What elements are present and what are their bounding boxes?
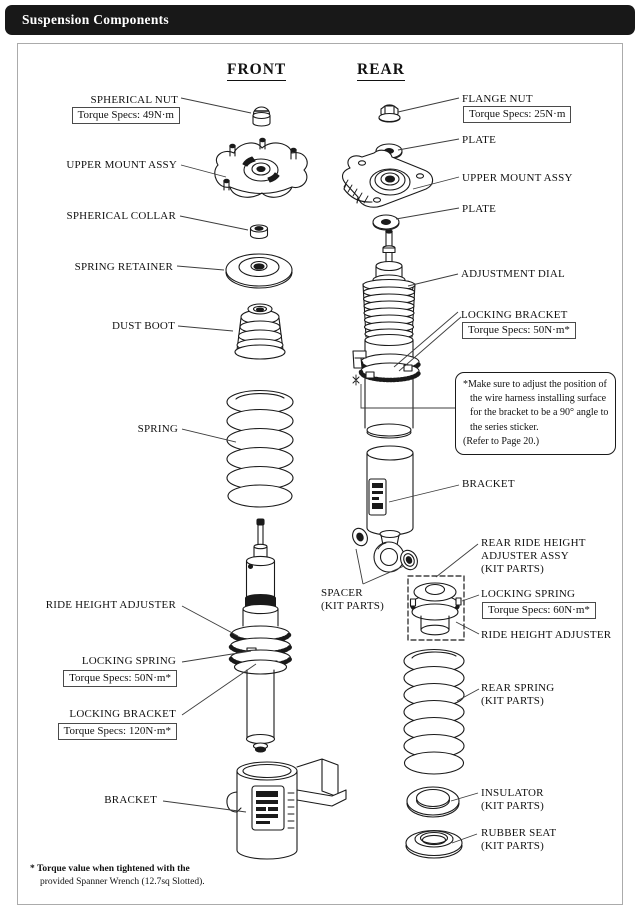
wire-harness-note (455, 372, 616, 455)
front-upper-mount-label: UPPER MOUNT ASSY (66, 159, 177, 171)
footnote-line-1: * Torque value when tightened with the (30, 864, 190, 874)
label-line: INSULATOR (481, 787, 544, 799)
label-line: (KIT PARTS) (321, 600, 384, 612)
rear-strut-lower-drawing (350, 446, 421, 572)
front-column-header: FRONT (227, 61, 286, 81)
label-line: (KIT PARTS) (481, 800, 544, 812)
label-line: (KIT PARTS) (481, 840, 544, 852)
rear-strut-upper-drawing (353, 230, 419, 438)
rear-ride-height-adjuster-assy-label (481, 537, 586, 576)
note-line: the series sticker. (470, 421, 539, 433)
rear-flange-nut-label: FLANGE NUT (462, 93, 533, 105)
label-line: REAR RIDE HEIGHT (481, 537, 586, 549)
page-title: Suspension Components (22, 12, 169, 27)
rear-plate-top-label: PLATE (462, 134, 496, 146)
rear-spacer-label (321, 587, 384, 613)
rear-insulator-label (481, 787, 544, 813)
rear-spring-drawing (404, 650, 464, 775)
rear-rubber-seat-drawing (406, 831, 462, 858)
front-spring-retainer-drawing (226, 254, 292, 288)
front-spherical-nut-label: SPHERICAL NUT (90, 94, 178, 106)
front-locking-bracket-label: LOCKING BRACKET (69, 708, 176, 720)
rear-flange-nut-drawing (379, 105, 400, 122)
front-dust-boot-label: DUST BOOT (111, 320, 175, 332)
rear-spring-label (481, 682, 554, 708)
note-line: the wire harness installing surface (470, 393, 607, 405)
front-bracket-label: BRACKET (104, 794, 157, 806)
rear-locking-spring-torque: Torque Specs: 60N·m* (482, 602, 596, 619)
rear-locking-bracket-torque: Torque Specs: 50N·m* (462, 322, 576, 339)
front-locking-bracket-torque: Torque Specs: 120N·m* (58, 723, 177, 740)
note-line: *Make sure to adjust the position of (463, 379, 607, 390)
front-spring-retainer-label: SPRING RETAINER (74, 261, 173, 273)
front-strut-drawing (231, 519, 291, 752)
rear-adjustment-dial-label: ADJUSTMENT DIAL (461, 268, 565, 280)
label-line: (KIT PARTS) (481, 695, 544, 707)
rear-ride-height-adjuster-label: RIDE HEIGHT ADJUSTER (481, 629, 612, 641)
front-spring-drawing (227, 391, 293, 508)
front-locking-spring-torque: Torque Specs: 50N·m* (63, 670, 177, 687)
front-locking-spring-label: LOCKING SPRING (81, 655, 176, 667)
rear-ride-height-adjuster-assy-drawing (408, 576, 464, 640)
front-spherical-nut-torque: Torque Specs: 49N·m (72, 107, 180, 124)
note-line: for the bracket to be a 90° angle to (470, 407, 609, 419)
rear-plate-bottom-label: PLATE (462, 203, 496, 215)
front-spherical-collar-drawing (251, 225, 268, 239)
front-spherical-nut-drawing (253, 107, 270, 126)
front-spherical-collar-label: SPHERICAL COLLAR (66, 210, 176, 222)
label-line: SPACER (321, 587, 363, 599)
rear-locking-bracket-label: LOCKING BRACKET (461, 309, 568, 321)
label-line: REAR SPRING (481, 682, 555, 694)
front-upper-mount-drawing (215, 138, 307, 197)
rear-insulator-drawing (407, 787, 459, 817)
rear-bracket-label: BRACKET (462, 478, 515, 490)
label-line: RUBBER SEAT (481, 827, 557, 839)
rear-flange-nut-torque: Torque Specs: 25N·m (463, 106, 571, 123)
rear-upper-mount-drawing (343, 150, 433, 207)
rear-rubber-seat-label (481, 827, 556, 853)
front-ride-height-adjuster-label: RIDE HEIGHT ADJUSTER (45, 599, 176, 611)
footnote-line-2: provided Spanner Wrench (12.7sq Slotted). (40, 877, 205, 887)
rear-locking-spring-label: LOCKING SPRING (481, 588, 576, 600)
rear-column-header: REAR (357, 61, 405, 81)
label-line: (KIT PARTS) (481, 563, 544, 575)
front-spring-label: SPRING (137, 423, 178, 435)
front-bracket-drawing (227, 759, 346, 859)
rear-upper-mount-label: UPPER MOUNT ASSY (462, 172, 573, 184)
note-line: (Refer to Page 20.) (463, 435, 540, 447)
label-line: ADJUSTER ASSY (481, 550, 569, 562)
front-dust-boot-drawing (235, 304, 285, 359)
rear-plate-bottom-drawing (373, 215, 399, 230)
